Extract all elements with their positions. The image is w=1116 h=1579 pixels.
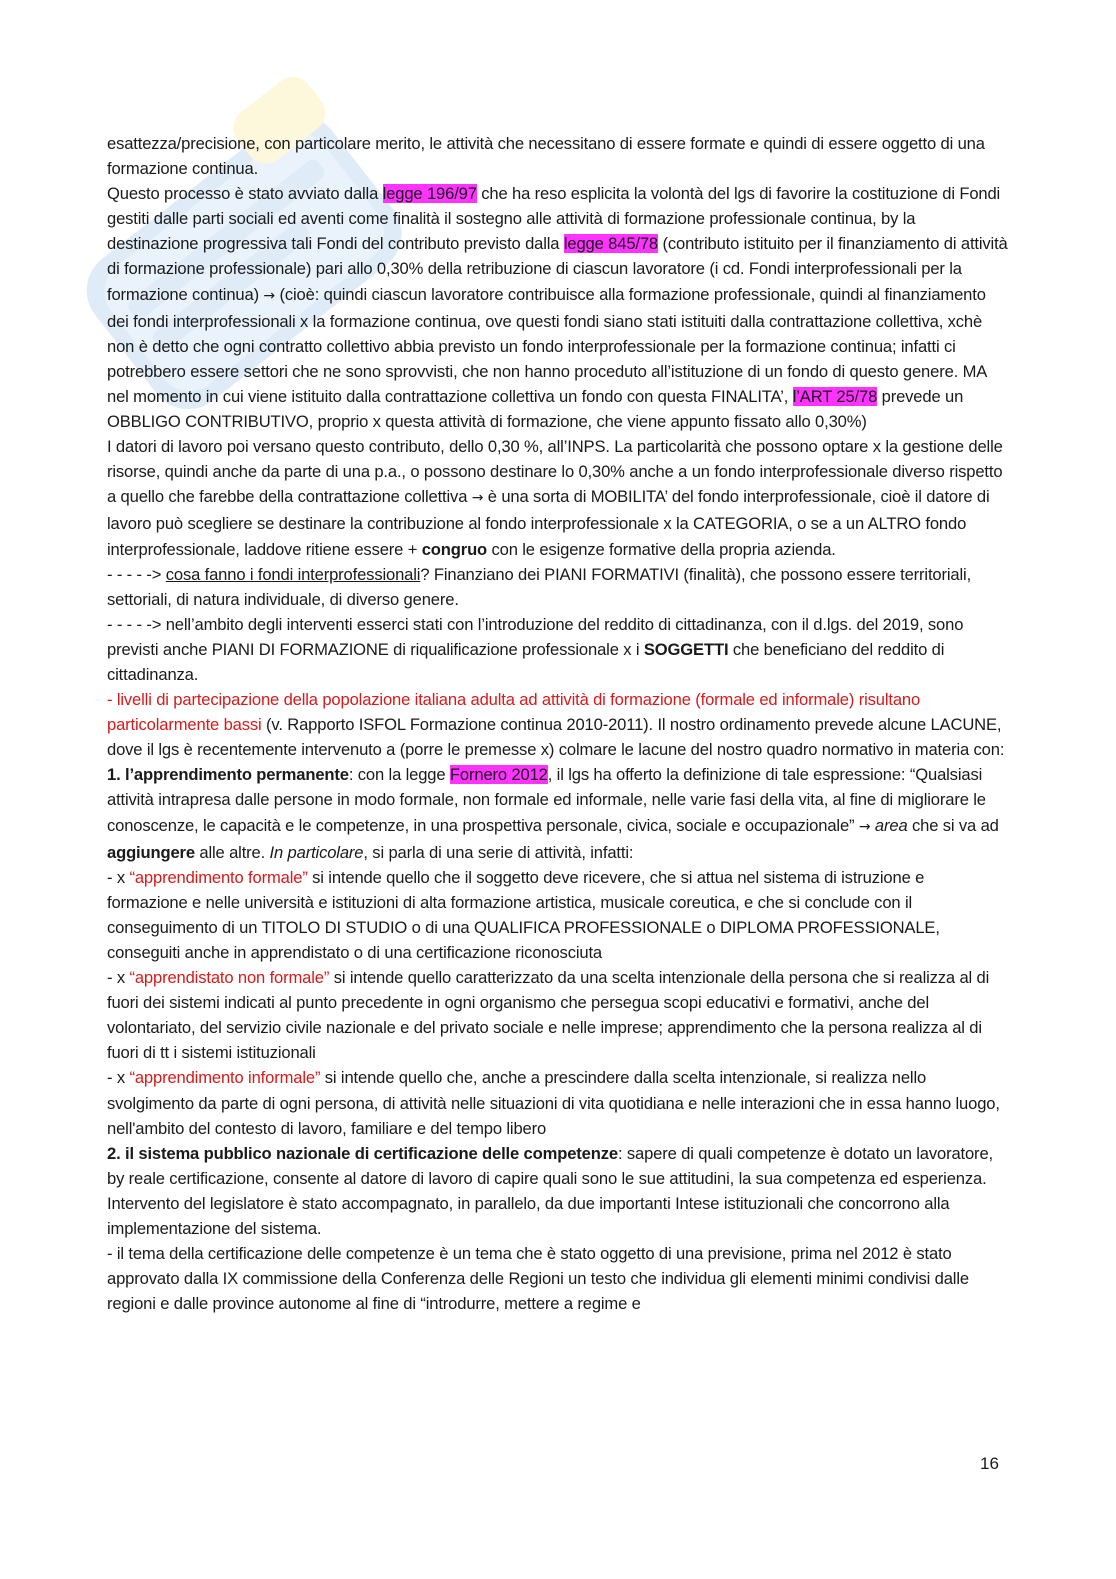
- highlight-legge-196-97: legge 196/97: [382, 184, 477, 204]
- paragraph-6: - livelli di partecipazione della popolazione italiana adulta ad attività di formazione (formale ed informale) risultano particolarmente bassi (v. Rapporto ISFOL Formazione continua 2010-2011). Il nostro ordinamento prevede alcune LACUNE, dove il lgs è recentemente intervenuto a (porre le premesse x) colmare le lacune del nostro quadro normativo in materia con:: [107, 690, 1005, 760]
- bold-term: congruo: [421, 539, 488, 559]
- page-number: 16: [980, 1454, 999, 1473]
- red-text: - livelli di partecipazione della popolazione italiana adulta ad attività di formazione (formale ed informale) risultano particolarmente bassi: [107, 690, 921, 735]
- paragraph-1: esattezza/precisione, con particolare merito, le attività che necessitano di essere formate e quindi di essere oggetto di una formazione continua.: [107, 134, 985, 179]
- paragraph-10: - x “apprendimento informale” si intende quello che, anche a prescindere dalla scelta intenzionale, si realizza nello svolgimento da parte di ogni persona, di attività nelle situazioni di vita quotidiana e nelle interazioni che in essa hanno luogo, nell'ambito del contesto di lavoro, familiare e del tempo libero: [107, 1068, 1000, 1138]
- section-heading: 1. l’apprendimento permanente: [107, 765, 349, 785]
- highlight-art-25-78: l’ART 25/78: [792, 386, 878, 406]
- red-text: “apprendimento informale”: [129, 1068, 321, 1088]
- paragraph-5: - - - - -> nell’ambito degli interventi esserci stati con l’introduzione del reddito di cittadinanza, con il d.lgs. del 2019, sono previsti anche PIANI DI FORMAZIONE di riqualificazione professionale x i SOGGETTI che beneficiano del reddito di cittadinanza.: [107, 614, 964, 684]
- paragraph-9: - x “apprendistato non formale” si intende quello caratterizzato da una scelta intenzionale della persona che si realizza al di fuori dei sistemi indicati al punto precedente in ogni organismo che persegua scopi educativi e formativi, anche del volontariato, del servizio civile nazionale e del privato sociale e nelle imprese; apprendimento che la persona realizza al di fuori di tt i sistemi istituzionali: [107, 968, 990, 1063]
- highlight-legge-845-78: legge 845/78: [563, 234, 659, 254]
- arrow-right-icon: →: [263, 287, 276, 304]
- arrow-right-icon: →: [858, 818, 871, 835]
- paragraph-2: Questo processo è stato avviato dalla legge 196/97 che ha reso esplicita la volontà del lgs di favorire la costituzione di Fondi gestiti dalle parti sociali ed aventi come finalità il sostegno alle attività di formazione professionale continua, by la destinazione progressiva tali Fondi del contributo previsto dalla legge 845/78 (contributo istituito per il finanziamento di attività di formazione professionale) pari allo 0,30% della retribuzione di ciascun lavoratore (i cd. Fondi interprofessionali per la formazione continua) → (cioè: quindi ciascun lavoratore contribuisce alla formazione professionale, quindi al finanziamento dei fondi interprofessionali x la formazione continua, ove questi fondi siano stati istituiti dalla contrattazione collettiva, xchè non è detto che ogni contratto collettivo abbia previsto un fondo interprofessionale per la formazione continua; infatti ci potrebbero essere settori che ne sono sprovvisti, che non hanno proceduto all’istituzione di un fondo di questo genere. MA nel momento in cui viene istituito dalla contrattazione collettiva un fondo con questa FINALITA’, l’ART 25/78 prevede un OBBLIGO CONTRIBUTIVO, proprio x questa attività di formazione, che viene appunto fissato allo 0,30%): [107, 184, 1008, 432]
- document-body: [107, 131, 1009, 1316]
- paragraph-12: - il tema della certificazione delle competenze è un tema che è stato oggetto di una previsione, prima nel 2012 è stato approvato dalla IX commissione della Conferenza delle Regioni un testo che individua gli elementi minimi condivisi dalle regioni e dalle province autonome al fine di “introdurre, mettere a regime e: [107, 1244, 969, 1314]
- paragraph-3: I datori di lavoro poi versano questo contributo, dello 0,30 %, all’INPS. La particolarità che possono optare x la gestione delle risorse, quindi anche da parte di una p.a., o possono destinare lo 0,30% anche a un fondo interprofessionale diverso rispetto a quello che farebbe della contrattazione collettiva → è una sorta di MOBILITA’ del fondo interprofessionale, cioè il datore di lavoro può scegliere se destinare la contribuzione al fondo interprofessionale x la CATEGORIA, o se a un ALTRO fondo interprofessionale, laddove ritiene essere + congruo con le esigenze formative della propria azienda.: [107, 437, 1003, 559]
- paragraph-8: - x “apprendimento formale” si intende quello che il soggetto deve ricevere, che si attua nel sistema di istruzione e formazione e nelle università e istituzioni di alta formazione artistica, musicale coreutica, e che si conclude con il conseguimento di un TITOLO DI STUDIO o di una QUALIFICA PROFESSIONALE o DIPLOMA PROFESSIONALE, conseguiti anche in apprendistato o di una certificazione riconosciuta: [107, 867, 940, 962]
- bold-term: SOGGETTI: [643, 639, 729, 659]
- highlight-fornero-2012: Fornero 2012: [449, 765, 548, 785]
- section-heading: 2. il sistema pubblico nazionale di certificazione delle competenze: [107, 1143, 618, 1163]
- arrow-right-icon: →: [471, 490, 484, 507]
- paragraph-4: - - - - -> cosa fanno i fondi interprofessionali? Finanziano dei PIANI FORMATIVI (finalità), che possono essere territoriali, settoriali, di natura individuale, di diverso genere.: [107, 564, 972, 609]
- paragraph-7: 1. l’apprendimento permanente: con la legge Fornero 2012, il lgs ha offerto la definizione di tale espressione: “Qualsiasi attività intrapresa dalle persone in modo formale, non formale ed informale, nelle varie fasi della vita, al fine di migliorare le conoscenze, le capacità e le competenze, in una prospettiva personale, civica, sociale e occupazionale” → area che si va ad aggiungere alle altre. In particolare, si parla di una serie di attività, infatti:: [107, 765, 999, 862]
- paragraph-11: 2. il sistema pubblico nazionale di certificazione delle competenze: sapere di quali competenze è dotato un lavoratore, by reale certificazione, consente al datore di lavoro di capire quali sono le sue attitudini, la sua competenza ed esperienza. Intervento del legislatore è stato accompagnato, in parallelo, da due importanti Intese istituzionali che concorrono alla implementazione del sistema.: [107, 1143, 993, 1239]
- red-text: “apprendistato non formale”: [129, 968, 330, 988]
- underlined-question: cosa fanno i fondi interprofessionali: [165, 564, 421, 584]
- red-text: “apprendimento formale”: [129, 867, 308, 887]
